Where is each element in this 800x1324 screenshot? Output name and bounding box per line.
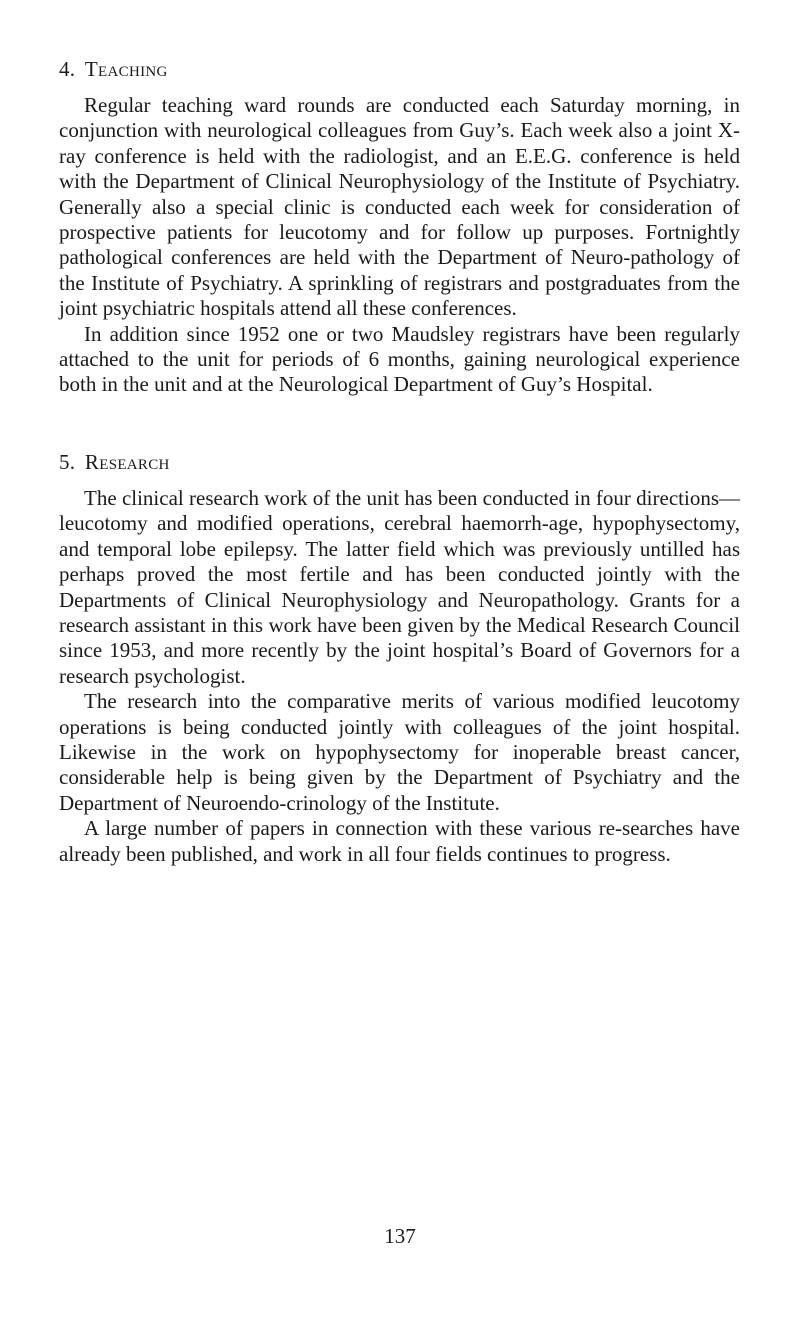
paragraph: In addition since 1952 one or two Maudsley registrars have been regularly attached to the unit for periods of 6 months, gaining neurological experience both in the unit and at the Neurological Department of Guy’s Hospital. — [59, 321, 740, 397]
section-heading-teaching — [59, 55, 740, 83]
paragraph: The clinical research work of the unit has been conducted in four directions—leucotomy and modified operations, cerebral haemorrh-age, hypophysectomy, and temporal lobe epilepsy. The latter field which was previously untilled has perhaps proved the most fertile and has been conducted jointly with the Departments of Clinical Neurophysiology and Neuropathology. Grants for a research assistant in this work have been given by the Medical Research Council since 1953, and more recently by the joint hospital’s Board of Governors for a research psychologist. — [59, 485, 740, 688]
document-page — [59, 55, 740, 867]
section-number: 4. — [59, 57, 76, 81]
section-title: Research — [84, 449, 170, 474]
section-title: Teaching — [84, 57, 168, 81]
paragraph: Regular teaching ward rounds are conducted each Saturday morning, in conjunction with neurological colleagues from Guy’s. Each week also a joint X-ray conference is held with the radiologist, and an E.E.G. conference is held with the Department of Clinical Neurophysiology of the Institute of Psychiatry. Generally also a special clinic is conducted each week for consideration of prospective patients for leucotomy and for follow up purposes. Fortnightly pathological conferences are held with the Department of Neuro-pathology of the Institute of Psychiatry. A sprinkling of registrars and postgraduates from the joint psychiatric hospitals attend all these conferences. — [59, 93, 740, 321]
paragraph: The research into the comparative merits of various modified leucotomy operations is being conducted jointly with colleagues of the joint hospital. Likewise in the work on hypophysectomy for inoperable breast cancer, considerable help is being given by the Department of Psychiatry and the Department of Neuroendo-crinology of the Institute. — [59, 689, 740, 815]
section-number: 5. — [59, 449, 76, 474]
paragraph: A large number of papers in connection with these various re-searches have already been published, and work in all four fields continues to progress. — [59, 816, 740, 866]
page-number: 137 — [384, 1224, 416, 1248]
section-heading-research — [59, 448, 740, 476]
